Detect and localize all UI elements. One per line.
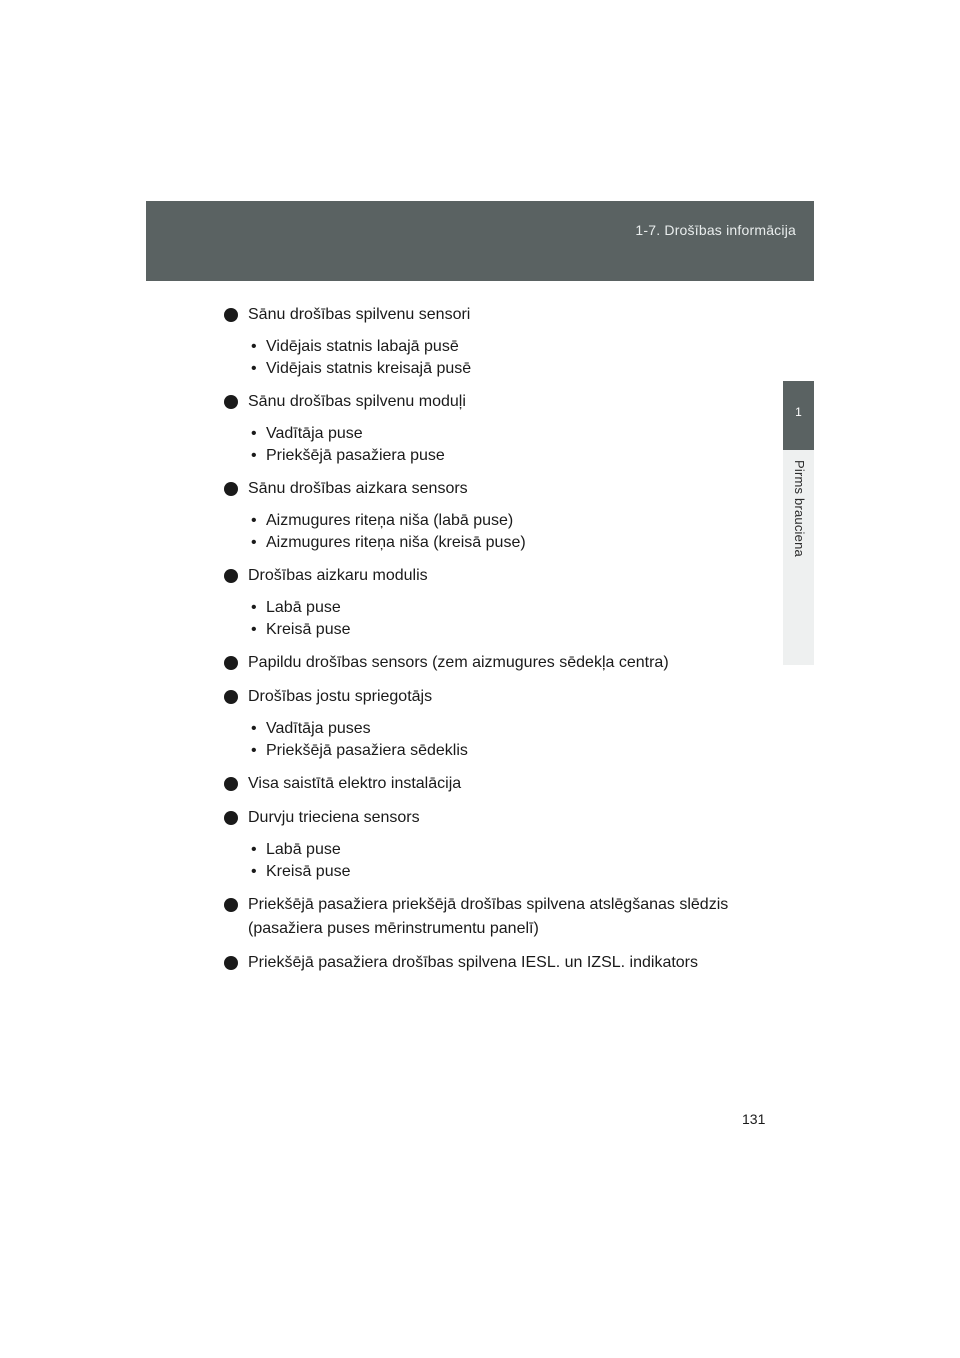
sub-list	[224, 597, 764, 641]
bullet-dot-icon	[224, 956, 238, 970]
sub-list	[224, 839, 764, 883]
sub-list-item-text: Kreisā puse	[266, 621, 351, 638]
list-item-heading	[224, 651, 764, 675]
small-bullet-icon: •	[251, 338, 257, 355]
list-item-text: Papildu drošības sensors (zem aizmugures sēdekļa centra)	[248, 654, 669, 671]
bullet-dot-icon	[224, 690, 238, 704]
list-item	[224, 893, 764, 941]
list-item	[224, 564, 764, 641]
small-bullet-icon: •	[251, 447, 257, 464]
bullet-dot-icon	[224, 811, 238, 825]
sub-list-item-text: Vadītāja puses	[266, 720, 371, 737]
list-item-text: Durvju trieciena sensors	[248, 809, 420, 826]
sub-list-item	[224, 861, 764, 883]
sub-list-item	[224, 597, 764, 619]
small-bullet-icon: •	[251, 720, 257, 737]
list-item	[224, 651, 764, 675]
list-item-text: Drošības aizkaru modulis	[248, 567, 428, 584]
chapter-label: Pirms brauciena	[792, 460, 807, 557]
list-item-text: Sānu drošības aizkara sensors	[248, 480, 468, 497]
bullet-dot-icon	[224, 569, 238, 583]
bullet-dot-icon	[224, 308, 238, 322]
list-item-heading	[224, 893, 764, 941]
sub-list-item-text: Aizmugures riteņa niša (kreisā puse)	[266, 534, 526, 551]
list-item	[224, 806, 764, 883]
sub-list-item-text: Kreisā puse	[266, 863, 351, 880]
list-item	[224, 685, 764, 762]
sub-list-item-text: Labā puse	[266, 841, 341, 858]
chapter-tab	[783, 381, 814, 450]
page-number: 131	[742, 1111, 766, 1127]
sub-list-item	[224, 740, 764, 762]
sub-list-item-text: Aizmugures riteņa niša (labā puse)	[266, 512, 514, 529]
list-item-heading	[224, 951, 764, 975]
small-bullet-icon: •	[251, 863, 257, 880]
list-item-text: Priekšējā pasažiera priekšējā drošības spilvena atslēgšanas slēdzis (pasažiera puses mērinstrumentu panelī)	[248, 896, 729, 937]
list-item-heading	[224, 390, 764, 414]
bullet-dot-icon	[224, 898, 238, 912]
section-header	[146, 201, 814, 281]
list-item-text: Sānu drošības spilvenu moduļi	[248, 393, 466, 410]
sub-list-item	[224, 445, 764, 467]
list-item-heading	[224, 303, 764, 327]
sub-list-item-text: Vidējais statnis kreisajā pusē	[266, 360, 472, 377]
list-item-heading	[224, 772, 764, 796]
sub-list-item-text: Labā puse	[266, 599, 341, 616]
list-item-heading	[224, 806, 764, 830]
list-item	[224, 390, 764, 467]
sub-list	[224, 510, 764, 554]
bullet-dot-icon	[224, 395, 238, 409]
list-item	[224, 477, 764, 554]
sub-list-item-text: Priekšējā pasažiera puse	[266, 447, 445, 464]
list-item-text: Drošības jostu spriegotājs	[248, 688, 433, 705]
bullet-dot-icon	[224, 777, 238, 791]
sub-list	[224, 718, 764, 762]
section-title: 1-7. Drošības informācija	[635, 222, 796, 238]
list-item-text: Visa saistītā elektro instalācija	[248, 775, 462, 792]
small-bullet-icon: •	[251, 360, 257, 377]
chapter-number: 1	[795, 405, 802, 419]
small-bullet-icon: •	[251, 742, 257, 759]
sub-list-item-text: Vidējais statnis labajā pusē	[266, 338, 459, 355]
component-list	[224, 303, 764, 985]
list-item	[224, 303, 764, 380]
sub-list-item	[224, 839, 764, 861]
small-bullet-icon: •	[251, 534, 257, 551]
sub-list-item	[224, 619, 764, 641]
sub-list-item	[224, 358, 764, 380]
sub-list	[224, 336, 764, 380]
sub-list-item	[224, 336, 764, 358]
small-bullet-icon: •	[251, 512, 257, 529]
sub-list-item-text: Priekšējā pasažiera sēdeklis	[266, 742, 468, 759]
sub-list	[224, 423, 764, 467]
sub-list-item-text: Vadītāja puse	[266, 425, 363, 442]
small-bullet-icon: •	[251, 599, 257, 616]
list-item-heading	[224, 685, 764, 709]
sub-list-item	[224, 423, 764, 445]
small-bullet-icon: •	[251, 425, 257, 442]
list-item-heading	[224, 477, 764, 501]
bullet-dot-icon	[224, 482, 238, 496]
sub-list-item	[224, 718, 764, 740]
bullet-dot-icon	[224, 656, 238, 670]
list-item	[224, 772, 764, 796]
sub-list-item	[224, 510, 764, 532]
list-item-text: Sānu drošības spilvenu sensori	[248, 306, 471, 323]
sub-list-item	[224, 532, 764, 554]
list-item-text: Priekšējā pasažiera drošības spilvena IESL. un IZSL. indikators	[248, 954, 699, 971]
list-item	[224, 951, 764, 975]
list-item-heading	[224, 564, 764, 588]
small-bullet-icon: •	[251, 841, 257, 858]
small-bullet-icon: •	[251, 621, 257, 638]
